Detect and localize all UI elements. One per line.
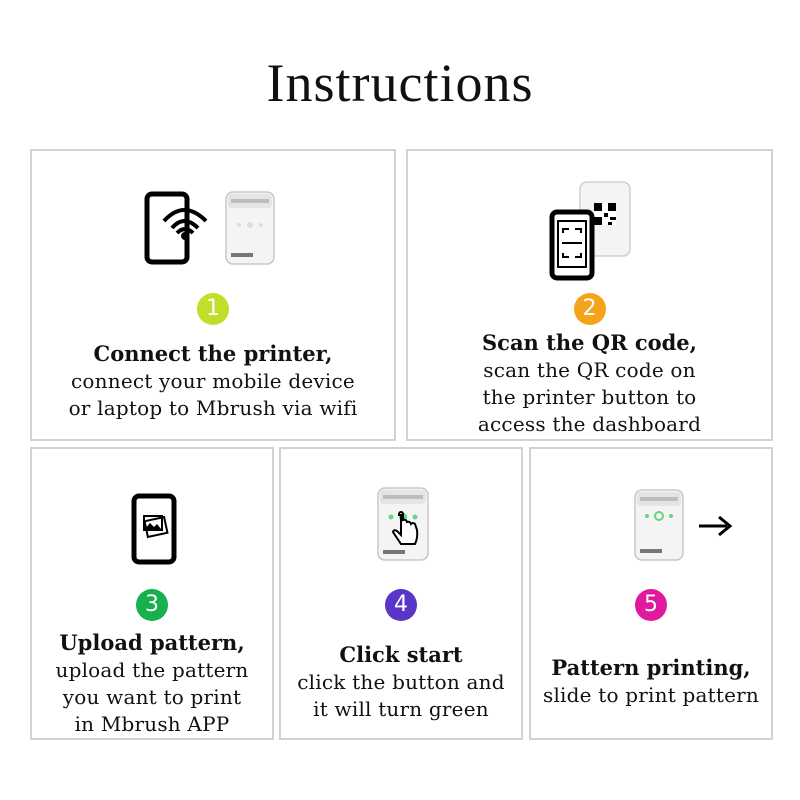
step-desc-line: upload the pattern [55, 658, 249, 682]
step-heading-4: Click start [339, 642, 463, 667]
step-desc-line: or laptop to Mbrush via wifi [68, 396, 358, 420]
printer-device-icon [634, 489, 684, 561]
smartphone-image-upload-icon [131, 493, 177, 565]
arrow-right-icon [697, 515, 733, 537]
printer-device-icon [225, 191, 275, 265]
step-card-3 [30, 447, 274, 740]
printer-press-button-icon [377, 487, 429, 561]
step-number-badge-2: 2 [574, 293, 606, 325]
step-desc-line: click the button and [297, 670, 505, 694]
step-number-badge-4: 4 [385, 589, 417, 621]
step-number-badge-5: 5 [635, 589, 667, 621]
step-heading-3: Upload pattern, [59, 630, 245, 655]
step-desc-line: it will turn green [313, 697, 489, 721]
step-number-badge-1: 1 [197, 293, 229, 325]
step-desc-line: scan the QR code on [483, 358, 696, 382]
smartphone-wifi-icon [144, 191, 210, 267]
step-heading-2: Scan the QR code, [482, 330, 697, 355]
step-card-2 [406, 149, 773, 441]
step-card-1 [30, 149, 396, 441]
step-desc-line: access the dashboard [477, 412, 702, 436]
step-desc-line: connect your mobile device [71, 369, 355, 393]
page-title: Instructions [266, 53, 534, 113]
step-number-badge-3: 3 [136, 589, 168, 621]
step-card-5 [529, 447, 773, 740]
step-desc-line: in Mbrush APP [74, 712, 230, 736]
step-heading-1: Connect the printer, [93, 341, 333, 366]
step-desc-line: slide to print pattern [542, 683, 759, 707]
step-desc-line: you want to print [62, 685, 242, 709]
step-card-4 [279, 447, 523, 740]
smartphone-scan-icon [549, 209, 595, 281]
step-desc-line: the printer button to [482, 385, 697, 409]
step-heading-5: Pattern printing, [551, 655, 751, 680]
